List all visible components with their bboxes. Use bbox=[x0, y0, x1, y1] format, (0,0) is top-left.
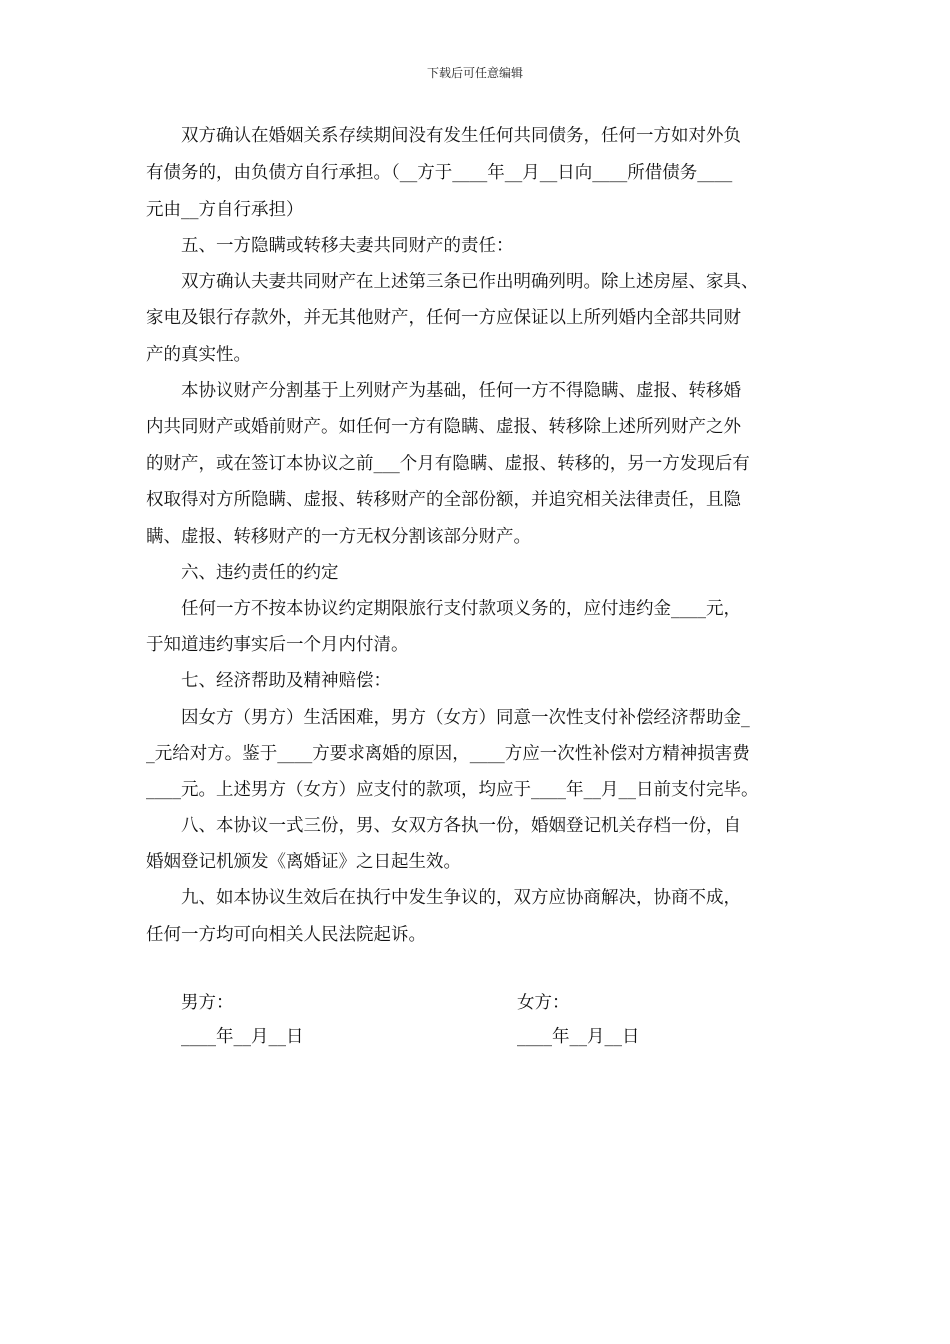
paragraph-line: 的财产，或在签订本协议之前___个月有隐瞒、虚报、转移的，另一方发现后有 bbox=[146, 454, 750, 474]
paragraph-line: 因女方（男方）生活困难，男方（女方）同意一次性支付补偿经济帮助金_ bbox=[181, 708, 750, 728]
male-signature-label: 男方： bbox=[181, 993, 234, 1013]
paragraph-line: 瞒、虚报、转移财产的一方无权分割该部分财产。 bbox=[146, 527, 531, 547]
paragraph-line: 元由__方自行承担） bbox=[146, 200, 304, 220]
paragraph-line: 八、本协议一式三份，男、女双方各执一份，婚姻登记机关存档一份，自 bbox=[181, 816, 741, 836]
paragraph-line: 双方确认夫妻共同财产在上述第三条已作出明确列明。除上述房屋、家具、 bbox=[181, 272, 759, 292]
paragraph-line: _元给对方。鉴于____方要求离婚的原因，____方应一次性补偿对方精神损害费 bbox=[146, 744, 750, 764]
page-header-note: 下载后可任意编辑 bbox=[426, 66, 523, 80]
section-heading: 五、一方隐瞒或转移夫妻共同财产的责任： bbox=[181, 236, 514, 256]
section-heading: 六、违约责任的约定 bbox=[181, 563, 339, 583]
paragraph-line: 婚姻登记机颁发《离婚证》之日起生效。 bbox=[146, 852, 461, 872]
paragraph-line: 任何一方不按本协议约定期限旅行支付款项义务的，应付违约金____元， bbox=[181, 599, 741, 619]
paragraph-line: 权取得对方所隐瞒、虚报、转移财产的全部份额，并追究相关法律责任，且隐 bbox=[146, 490, 741, 510]
paragraph-line: 于知道违约事实后一个月内付清。 bbox=[146, 635, 409, 655]
paragraph-line: ____元。上述男方（女方）应支付的款项，均应于____年__月__日前支付完毕。 bbox=[146, 780, 759, 800]
paragraph-line: 本协议财产分割基于上列财产为基础，任何一方不得隐瞒、虚报、转移婚 bbox=[181, 381, 741, 401]
section-heading: 七、经济帮助及精神赔偿： bbox=[181, 671, 391, 691]
paragraph-line: 九、如本协议生效后在执行中发生争议的，双方应协商解决，协商不成， bbox=[181, 888, 741, 908]
paragraph-line: 双方确认在婚姻关系存续期间没有发生任何共同债务，任何一方如对外负 bbox=[181, 126, 741, 146]
female-signature-date: ____年__月__日 bbox=[517, 1027, 640, 1047]
paragraph-line: 产的真实性。 bbox=[146, 345, 251, 365]
male-signature-date: ____年__月__日 bbox=[181, 1027, 304, 1047]
female-signature-label: 女方： bbox=[517, 993, 570, 1013]
paragraph-line: 有债务的，由负债方自行承担。（__方于____年__月__日向____所借债务____ bbox=[146, 163, 733, 183]
paragraph-line: 家电及银行存款外，并无其他财产，任何一方应保证以上所列婚内全部共同财 bbox=[146, 308, 741, 328]
paragraph-line: 任何一方均可向相关人民法院起诉。 bbox=[146, 925, 426, 945]
paragraph-line: 内共同财产或婚前财产。如任何一方有隐瞒、虚报、转移除上述所列财产之外 bbox=[146, 417, 741, 437]
